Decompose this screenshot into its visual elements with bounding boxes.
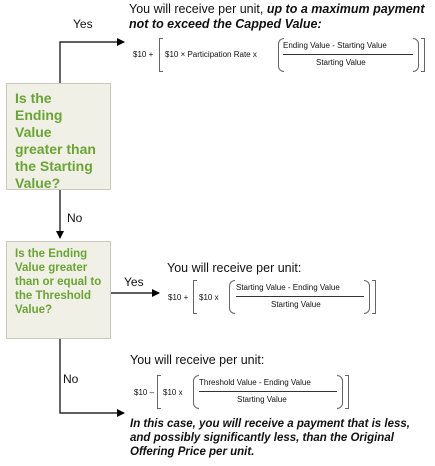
formula1-numerator: Ending Value - Starting Value bbox=[283, 41, 387, 50]
formula2-denominator: Starting Value bbox=[271, 300, 321, 309]
formula1-bracket-right bbox=[421, 38, 425, 72]
no-label-bottom: No bbox=[63, 372, 79, 386]
outcome3-lead: You will receive per unit: bbox=[130, 353, 265, 367]
formula2-prefix: $10 + bbox=[168, 293, 189, 302]
decision-box-ending-vs-starting bbox=[6, 83, 111, 190]
formula2-term: $10 x bbox=[199, 293, 219, 302]
yes-label-top: Yes bbox=[73, 17, 93, 31]
formula3-denominator: Starting Value bbox=[237, 395, 287, 404]
formula2-paren-right bbox=[364, 280, 370, 314]
decision-text-2: Is the Ending Value greater than or equal to the Threshold Value? bbox=[15, 248, 102, 316]
formula2-paren-left bbox=[229, 280, 235, 314]
formula1-denominator: Starting Value bbox=[316, 58, 366, 67]
outcome1-lead-emph: up to a maximum payment not to exceed the Capped Value: bbox=[129, 2, 425, 31]
formula2-numerator: Starting Value - Ending Value bbox=[236, 283, 340, 292]
formula1-paren-right bbox=[413, 38, 419, 72]
formula1-bracket-left bbox=[159, 38, 163, 72]
formula3-paren-right bbox=[337, 375, 343, 409]
formula3-bracket-right bbox=[345, 375, 349, 409]
formula1-fraction-bar bbox=[283, 54, 413, 55]
formula1-prefix: $10 + bbox=[133, 50, 154, 59]
decision-text-1: Is the Ending Value greater than the Starting Value? bbox=[15, 90, 96, 191]
formula2-fraction-bar bbox=[236, 296, 364, 297]
yes-label-mid: Yes bbox=[124, 275, 144, 289]
yes-connector-top bbox=[60, 42, 124, 83]
formula3-fraction-bar bbox=[199, 391, 337, 392]
formula2-bracket-left bbox=[193, 280, 197, 314]
outcome1-lead-plain: You will receive per unit, bbox=[129, 2, 267, 16]
formula3-bracket-left bbox=[157, 375, 161, 409]
decision-box-ending-vs-threshold bbox=[6, 241, 111, 339]
outcome3-note: In this case, you will receive a payment that is less, and possibly significantly less, than the Original Offering Price per unit. bbox=[130, 418, 410, 458]
formula1-term: $10 × Participation Rate x bbox=[165, 50, 257, 59]
formula2-bracket-right bbox=[372, 280, 376, 314]
formula3-numerator: Threshold Value - Ending Value bbox=[199, 378, 311, 387]
no-label-mid: No bbox=[67, 211, 83, 225]
outcome2-lead: You will receive per unit: bbox=[167, 261, 302, 275]
outcome1-lead bbox=[129, 2, 429, 32]
formula3-term: $10 x bbox=[163, 388, 183, 397]
formula3-prefix: $10 – bbox=[134, 388, 155, 397]
